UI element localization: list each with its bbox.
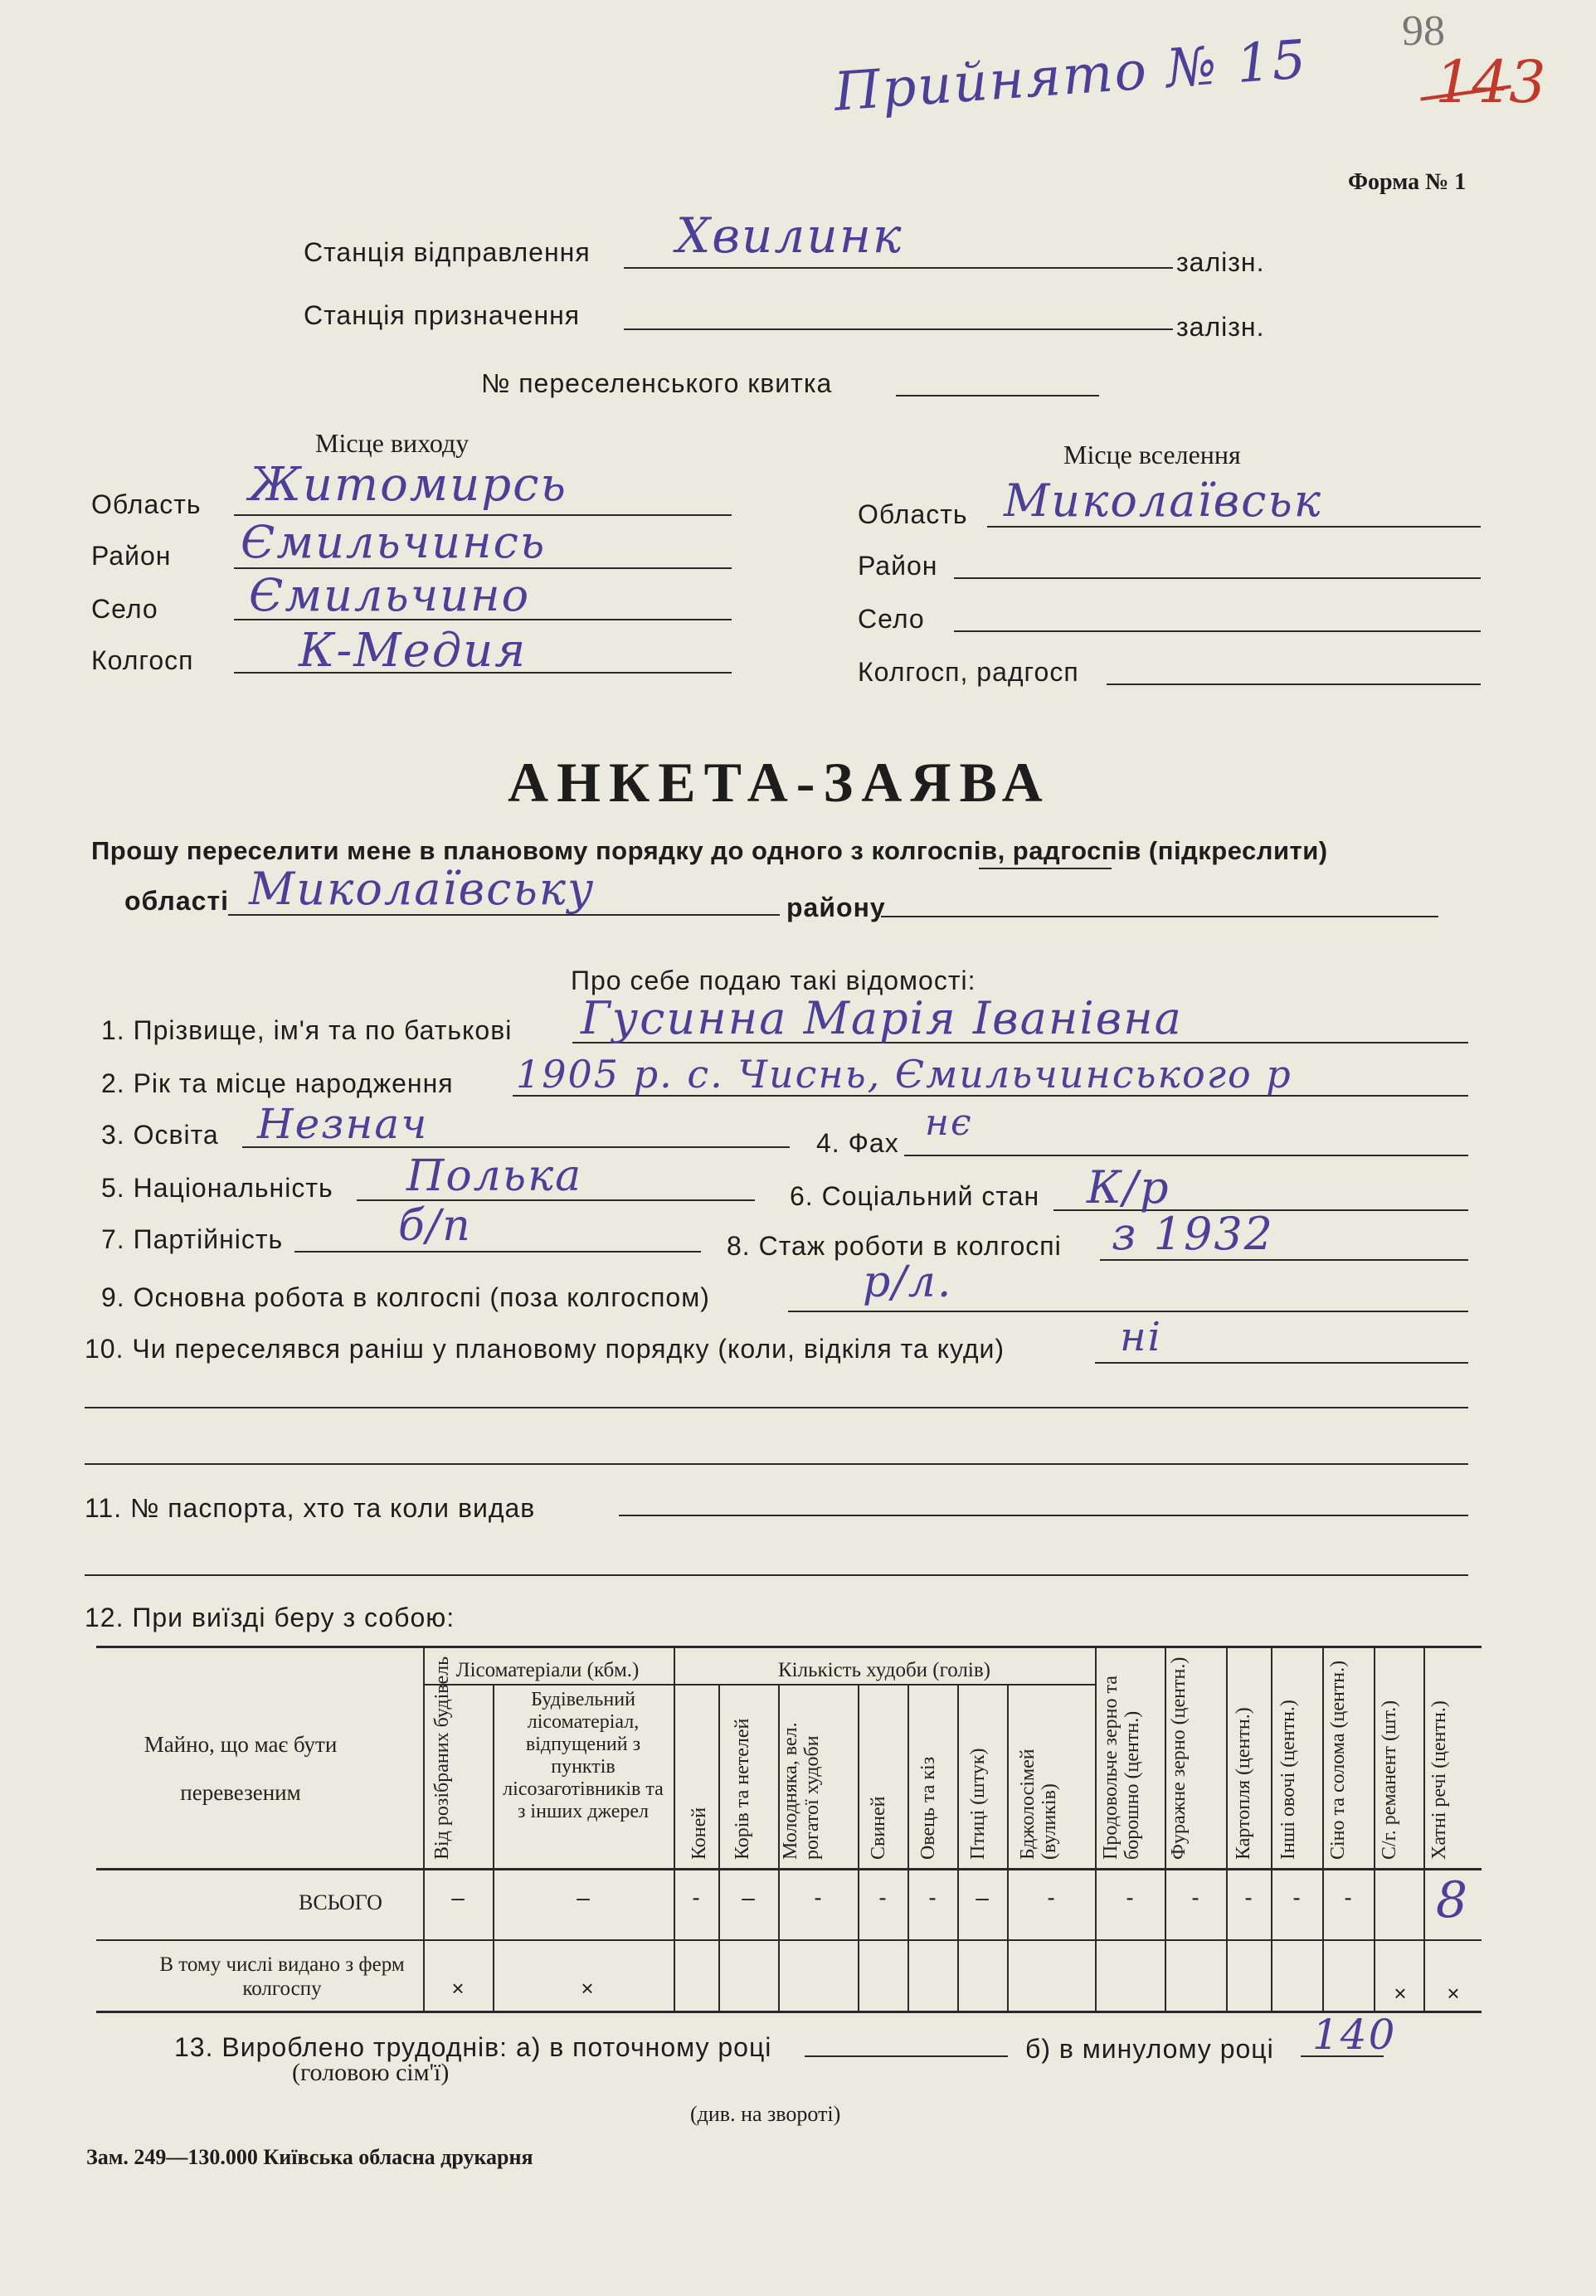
col-vegetables: Інші овочі (центн.) <box>1277 1700 1299 1860</box>
total-cell: – <box>577 1885 590 1910</box>
field10-line-3 <box>85 1463 1468 1465</box>
field3-value: Незнач <box>257 1100 429 1148</box>
col-food-grain: Продовольче зерно та борошно (центн.) <box>1100 1676 1143 1860</box>
group-livestock: Кількість худоби (голів) <box>778 1659 990 1681</box>
total-cell: – <box>976 1885 989 1910</box>
table-header-bottom <box>96 1868 1482 1870</box>
total-cell: - <box>1292 1885 1301 1910</box>
field9-value: р/л. <box>863 1257 953 1307</box>
dest-oblast-value: Миколаївськ <box>1004 474 1322 527</box>
table-column-divider <box>858 1684 859 2011</box>
red-page-number: 143 <box>1435 48 1546 116</box>
workdays-sub: (головою сім'ї) <box>292 2059 450 2086</box>
destination-station-suffix: залізн. <box>1176 312 1265 342</box>
total-cell: - <box>1191 1885 1199 1910</box>
table-column-divider <box>674 1646 675 2011</box>
table-top-line <box>96 1646 1482 1648</box>
col-young: Молодняка, вел. рогатої худоби <box>780 1722 823 1860</box>
total-cell: - <box>814 1885 822 1910</box>
workdays-label: 13. Вироблено трудоднів: а) в поточному році <box>174 2032 772 2062</box>
field7-line <box>294 1251 701 1253</box>
field1-label: 1. Прізвище, ім'я та по батькові <box>101 1015 513 1045</box>
field5-label: 5. Національність <box>101 1173 333 1203</box>
pencil-page-number: 98 <box>1402 7 1445 55</box>
field10-line-2 <box>85 1407 1468 1408</box>
intro-text: Про себе подаю такі відомості: <box>571 966 976 995</box>
col-cows: Корів та нетелей <box>732 1718 753 1860</box>
total-cell: - <box>1126 1885 1134 1910</box>
total-cell: - <box>1047 1885 1055 1910</box>
field2-label: 2. Рік та місце народження <box>101 1068 454 1098</box>
see-back-note: (див. на звороті) <box>690 2102 841 2126</box>
col-property: Майно, що має бути перевезеним <box>144 1732 338 1805</box>
departure-suffix: залізн. <box>1176 247 1265 277</box>
request-oblast-label: області <box>124 886 229 916</box>
destination-heading: Місце вселення <box>1063 440 1241 469</box>
dest-kolhosp-line <box>1107 683 1481 685</box>
field8-label: 8. Стаж роботи в колгоспі <box>727 1231 1062 1261</box>
farm-cell: × <box>451 1976 465 2001</box>
table-column-divider <box>957 1684 959 2011</box>
request-oblast-value: Миколаївську <box>249 863 596 915</box>
origin-selo-label: Село <box>91 594 158 624</box>
field11-label: 11. № паспорта, хто та коли видав <box>85 1493 536 1523</box>
field9-line <box>788 1311 1468 1312</box>
field9-label: 9. Основна робота в колгоспі (поза колгоспом) <box>101 1282 710 1312</box>
table-column-divider <box>1374 1646 1375 2011</box>
dest-raion-line <box>954 577 1481 579</box>
kolhosp-underline <box>979 868 1112 869</box>
destination-station-line <box>624 328 1173 330</box>
dest-selo-line <box>954 630 1481 632</box>
col-tools: С/г. реманент (шт.) <box>1379 1700 1400 1860</box>
form-number: Форма № 1 <box>1348 169 1467 195</box>
field12-label: 12. При виїзді беру з собою: <box>85 1603 455 1632</box>
form-title: АНКЕТА-ЗАЯВА <box>508 751 1051 814</box>
field10-value: ні <box>1120 1314 1162 1360</box>
origin-raion-value: Ємильчинсь <box>241 516 547 568</box>
total-cell: – <box>742 1885 755 1910</box>
origin-raion-label: Район <box>91 541 172 571</box>
departure-label: Станція відправлення <box>304 237 591 267</box>
dest-raion-label: Район <box>858 551 938 581</box>
departure-value: Хвилинк <box>676 207 903 264</box>
col-horses: Коней <box>689 1807 710 1860</box>
field4-line <box>904 1155 1468 1156</box>
accepted-note: Прийнято № 15 <box>832 29 1310 124</box>
dest-oblast-label: Область <box>858 499 968 529</box>
request-raion-label: району <box>786 893 886 922</box>
col-dismantled: Від розібраних будівель <box>431 1656 453 1860</box>
field7-value: б/п <box>398 1201 472 1251</box>
col-household: Хатні речі (центн.) <box>1428 1700 1450 1860</box>
field1-value: Гусинна Марія Іванівна <box>581 992 1183 1044</box>
destination-station-label: Станція призначення <box>304 300 581 330</box>
table-bottom-line <box>96 2011 1482 2013</box>
departure-line <box>624 267 1173 269</box>
request-raion-line <box>881 916 1438 917</box>
origin-heading: Місце виходу <box>315 428 470 458</box>
total-cell: - <box>928 1885 937 1910</box>
field8-value: з 1932 <box>1112 1208 1275 1260</box>
field6-label: 6. Соціальний стан <box>790 1181 1040 1211</box>
ticket-line <box>896 395 1099 396</box>
table-column-divider <box>907 1684 909 2011</box>
total-cell: - <box>878 1885 887 1910</box>
request-line: Прошу переселити мене в плановому порядку до одного з колгоспів, радгоспів (підкреслити) <box>91 836 1328 865</box>
col-fodder: Фуражне зерно (центн.) <box>1168 1656 1190 1860</box>
farm-cell: × <box>1394 1981 1407 2006</box>
total-cell: - <box>1344 1885 1352 1910</box>
col-building-timber: Будівельний лісоматеріал, відпущений з пунктів лісозаготівників та з інших джерел <box>503 1689 664 1822</box>
farm-cell: × <box>581 1976 594 2001</box>
table-column-divider <box>423 1646 425 2011</box>
col-bees: Бджолосімей (вуликів) <box>1017 1749 1060 1860</box>
dest-kolhosp-label: Колгосп, радгосп <box>858 657 1079 687</box>
row-total-label: ВСЬОГО <box>299 1890 382 1914</box>
origin-oblast-label: Область <box>91 489 202 519</box>
table-column-divider <box>718 1684 720 2011</box>
dest-selo-label: Село <box>858 604 925 634</box>
field3-label: 3. Освіта <box>101 1120 219 1150</box>
col-pigs: Свиней <box>868 1796 889 1860</box>
group-timber: Лісоматеріали (кбм.) <box>455 1659 640 1681</box>
total-cell: – <box>451 1885 465 1910</box>
table-row-line <box>96 1939 1482 1941</box>
field4-label: 4. Фах <box>816 1128 899 1158</box>
total-cell: - <box>692 1885 700 1910</box>
field7-label: 7. Партійність <box>101 1224 284 1254</box>
col-birds: Птиці (штук) <box>967 1748 989 1860</box>
field11-line <box>619 1515 1468 1516</box>
farm-cell: × <box>1447 1981 1460 2006</box>
field10-line <box>1095 1362 1468 1364</box>
table-column-divider <box>1271 1646 1272 2011</box>
table-column-divider <box>493 1684 494 2011</box>
workdays-current-line <box>805 2055 1008 2057</box>
field5-value: Полька <box>406 1151 583 1201</box>
field10-label: 10. Чи переселявся раніш у плановому порядку (коли, відкіля та куди) <box>85 1334 1005 1364</box>
col-potatoes: Картопля (центн.) <box>1233 1707 1254 1860</box>
origin-kolhosp-label: Колгосп <box>91 645 194 675</box>
workdays-prev-value: 140 <box>1312 2011 1397 2059</box>
table-column-divider <box>1095 1646 1097 2011</box>
row-farm-label: В тому числі видано з ферм колгоспу <box>159 1953 405 2000</box>
total-cell: 8 <box>1435 1871 1468 1929</box>
origin-selo-value: Ємильчино <box>249 569 531 621</box>
table-column-divider <box>1226 1646 1228 2011</box>
col-hay: Сіно та солома (центн.) <box>1327 1660 1349 1860</box>
origin-kolhosp-value: К-Медия <box>299 624 528 678</box>
ticket-label: № переселенського квитка <box>481 368 833 398</box>
field11-line-2 <box>85 1574 1468 1576</box>
field4-value: нє <box>925 1102 973 1144</box>
table-group-line <box>423 1684 1095 1686</box>
field2-value: 1905 р. с. Чиснь, Ємильчинського р <box>516 1052 1292 1097</box>
table-column-divider <box>1007 1684 1009 2011</box>
printer-line: Зам. 249—130.000 Київська обласна друкарня <box>86 2145 533 2169</box>
col-sheep: Овець та кіз <box>917 1756 939 1860</box>
origin-oblast-value: Житомирсь <box>249 458 567 512</box>
total-cell: - <box>1244 1885 1253 1910</box>
field6-value: К/р <box>1087 1161 1170 1214</box>
workdays-prev-label: б) в минулому році <box>1025 2034 1274 2064</box>
